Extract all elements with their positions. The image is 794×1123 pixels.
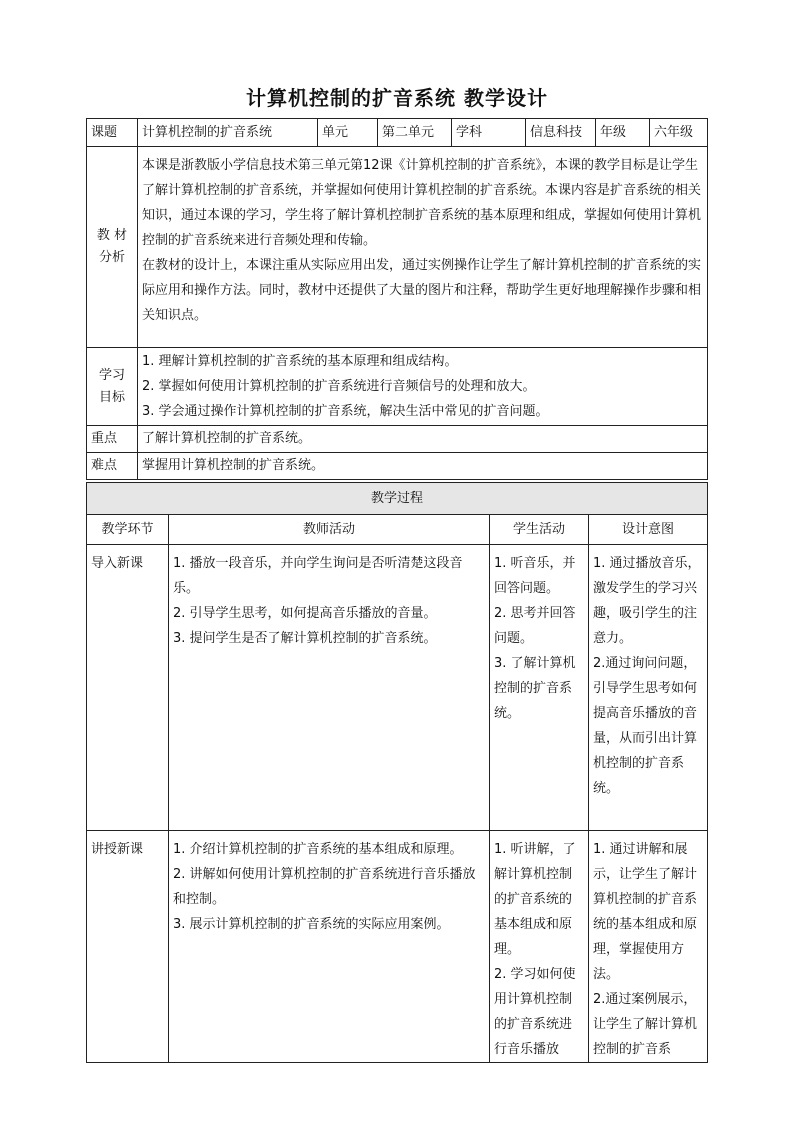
student-activity-item: 1. 听音乐，并回答问题。 [494,556,576,596]
goals-row [87,348,708,426]
analysis-content [138,147,708,348]
student-activity-item: 3. 了解计算机控制的扩音系统。 [494,656,576,721]
teacher-activity-item: 3. 提问学生是否了解计算机控制的扩音系统。 [173,631,437,646]
student-activity-cell [490,545,589,831]
student-activity-item: 2. 学习如何使用计算机控制的扩音系统进行音乐播放 [494,967,576,1057]
col-header-intent: 设计意图 [589,515,708,545]
process-columns-row [87,515,708,545]
process-row-intro [87,545,708,831]
lesson-info-table [86,118,708,480]
process-row-lecture [87,831,708,1063]
col-header-student: 学生活动 [490,515,589,545]
teacher-activity-item: 1. 介绍计算机控制的扩音系统的基本组成和原理。 [173,842,463,857]
col-header-stage: 教学环节 [87,515,169,545]
difficulty-row [87,453,708,480]
course-value: 信息科技 [526,119,596,147]
student-activity-item: 1. 听讲解，了解计算机控制的扩音系统的基本组成和原理。 [494,842,576,957]
unit-label: 单元 [318,119,378,147]
subject-value: 计算机控制的扩音系统 [138,119,318,147]
goals-label-line2: 目标 [98,389,125,405]
design-intent-item: 1. 通过讲解和展示，让学生了解计算机控制的扩音系统的基本组成和原理，掌握使用方法。 [593,842,698,982]
teacher-activity-item: 2. 讲解如何使用计算机控制的扩音系统进行音乐播放和控制。 [173,867,476,907]
goals-label [87,348,138,426]
analysis-row [87,147,708,348]
info-row [87,119,708,147]
analysis-paragraph-2: 在教材的设计上，本课注重从实际应用出发，通过实例操作让学生了解计算机控制的扩音系统的实际应用和操作方法。同时，教材中还提供了大量的图片和注释，帮助学生更好地理解操作步骤和相关知识点。 [142,258,702,323]
key-point-label: 重点 [87,426,138,453]
teacher-activity-cell [169,831,490,1063]
analysis-label [87,147,138,348]
stage-cell: 导入新课 [87,545,169,831]
design-intent-cell [589,545,708,831]
teacher-activity-cell [169,545,490,831]
subject-label: 课题 [87,119,138,147]
student-activity-item: 2. 思考并回答问题。 [494,606,576,646]
col-header-teacher: 教师活动 [169,515,490,545]
process-header-row [87,483,708,515]
design-intent-item: 2.通过询问问题，引导学生思考如何提高音乐播放的音量，从而引出计算机控制的扩音系统。 [593,656,698,796]
goals-content [138,348,708,426]
page-title: 计算机控制的扩音系统 教学设计 [246,86,548,110]
unit-value: 第二单元 [378,119,452,147]
student-activity-cell [490,831,589,1063]
teacher-activity-item: 3. 展示计算机控制的扩音系统的实际应用案例。 [173,917,450,932]
design-intent-item: 1. 通过播放音乐，激发学生的学习兴趣，吸引学生的注意力。 [593,556,701,646]
process-header: 教学过程 [87,483,708,515]
goals-label-line1: 学习 [98,367,125,383]
stage-cell: 讲授新课 [87,831,169,1063]
grade-label: 年级 [596,119,650,147]
analysis-label-line2: 分析 [98,250,125,265]
goal-item: 2. 掌握如何使用计算机控制的扩音系统进行音频信号的处理和放大。 [142,379,536,394]
difficulty-value: 掌握用计算机控制的扩音系统。 [138,453,708,480]
analysis-paragraph-1: 本课是浙教版小学信息技术第三单元第12课《计算机控制的扩音系统》，本课的教学目标是让学生了解计算机控制的扩音系统，并掌握如何使用计算机控制的扩音系统。本课内容是扩音系统的相关知识，通过本课的学习，学生将了解计算机控制扩音系统的基本原理和组成，掌握如何使用计算机控制的扩音系统来进行音频处理和传输。 [142,158,702,248]
goal-item: 1. 理解计算机控制的扩音系统的基本原理和组成结构。 [142,354,458,369]
difficulty-label: 难点 [87,453,138,480]
teaching-process-table [86,482,708,1063]
design-intent-cell [589,831,708,1063]
goal-item: 3. 学会通过操作计算机控制的扩音系统，解决生活中常见的扩音问题。 [142,404,549,419]
teacher-activity-item: 1. 播放一段音乐，并向学生询问是否听清楚这段音乐。 [173,556,463,596]
design-intent-item: 2.通过案例展示，让学生了解计算机控制的扩音系 [593,992,698,1057]
teacher-activity-item: 2. 引导学生思考，如何提高音乐播放的音量。 [173,606,437,621]
grade-value: 六年级 [650,119,708,147]
analysis-label-line1: 教 材 [96,228,128,243]
key-point-row [87,426,708,453]
key-point-value: 了解计算机控制的扩音系统。 [138,426,708,453]
course-label: 学科 [452,119,526,147]
